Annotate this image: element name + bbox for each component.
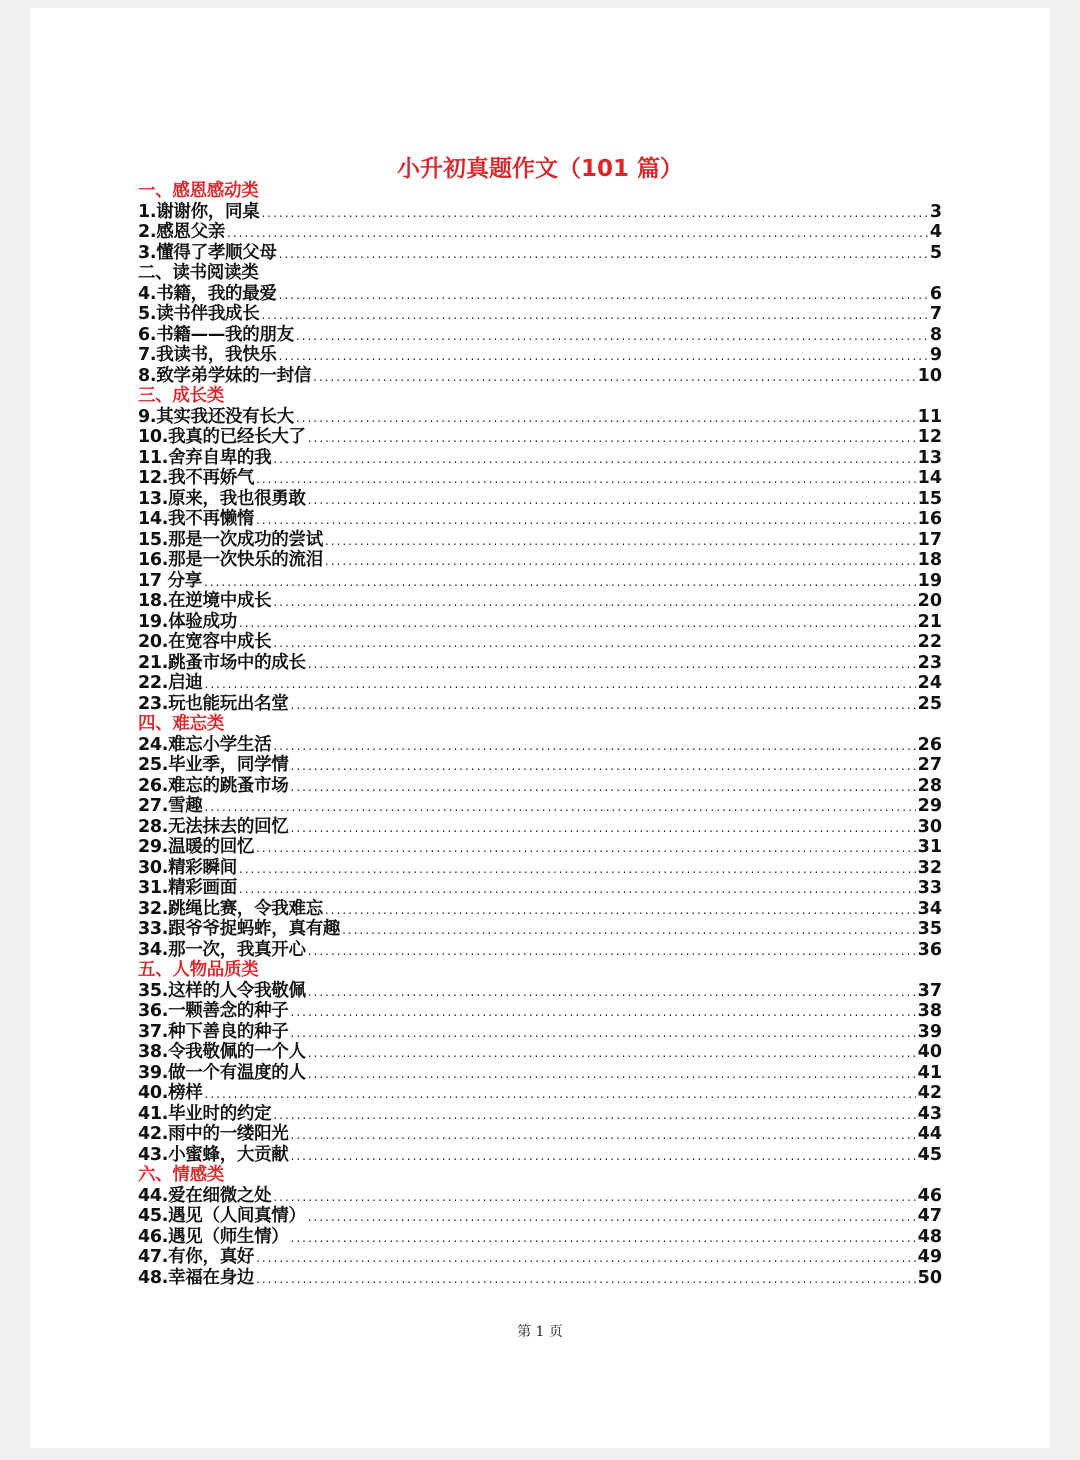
toc-entry-page-number: 14 — [917, 468, 942, 488]
dot-leader — [291, 818, 916, 839]
toc-entry[interactable] — [138, 755, 942, 776]
toc-entry-page-number: 22 — [917, 632, 942, 652]
dot-leader — [308, 1207, 916, 1228]
toc-entry[interactable] — [138, 509, 942, 530]
toc-entry[interactable] — [138, 427, 942, 448]
toc-entry-page-number: 20 — [917, 591, 942, 611]
dot-leader — [325, 531, 916, 552]
toc-entry-page-number: 17 — [917, 529, 942, 550]
page-number: 第 1 页 — [517, 1324, 563, 1340]
toc-entry-title: 3.懂得了孝顺父母 — [138, 242, 277, 263]
toc-entry-title: 4.书籍，我的最爱 — [138, 283, 277, 304]
toc-entry-title: 22.启迪 — [138, 673, 203, 693]
dot-leader — [291, 756, 916, 777]
toc-entry-title: 19.体验成功 — [138, 611, 237, 632]
toc-entry[interactable] — [138, 776, 942, 797]
dot-leader — [204, 572, 916, 593]
toc-entry-page-number: 8 — [929, 324, 942, 345]
toc-entry-title: 20.在宽容中成长 — [138, 632, 272, 652]
dot-leader — [308, 1064, 916, 1085]
toc-entry-page-number: 7 — [929, 304, 942, 324]
toc-entry[interactable] — [138, 1247, 942, 1268]
dot-leader — [256, 469, 916, 490]
toc-entry-page-number: 38 — [917, 1001, 942, 1021]
toc-entry[interactable] — [138, 304, 942, 325]
toc-entry-page-number: 11 — [917, 406, 942, 427]
toc-entry-page-number: 16 — [917, 509, 942, 529]
toc-entry[interactable] — [138, 1186, 942, 1207]
toc-entry-page-number: 27 — [917, 755, 942, 775]
toc-entry-title: 32.跳绳比赛，令我难忘 — [138, 898, 323, 919]
dot-leader — [256, 510, 916, 531]
toc-entry-page-number: 3 — [929, 201, 942, 222]
toc-entry[interactable] — [138, 919, 942, 940]
toc-entry[interactable] — [138, 530, 942, 551]
toc-entry-title: 35.这样的人令我敬佩 — [138, 980, 306, 1001]
toc-entry[interactable] — [138, 571, 942, 592]
toc-entry[interactable] — [138, 632, 942, 653]
toc-entry-page-number: 6 — [929, 283, 942, 304]
toc-entry[interactable] — [138, 345, 942, 366]
toc-entry-title: 34.那一次，我真开心 — [138, 939, 306, 960]
toc-entry-page-number: 9 — [929, 345, 942, 365]
toc-entry[interactable] — [138, 981, 942, 1002]
toc-entry[interactable] — [138, 591, 942, 612]
toc-entry-page-number: 40 — [917, 1042, 942, 1062]
section-heading-text: 五、人物品质类 — [138, 960, 259, 980]
dot-leader — [273, 736, 915, 757]
toc-entry-title: 41.毕业时的约定 — [138, 1103, 272, 1124]
dot-leader — [256, 1248, 916, 1269]
toc-entry-page-number: 48 — [917, 1226, 942, 1247]
dot-leader — [256, 838, 916, 859]
toc-entry-page-number: 21 — [917, 611, 942, 632]
dot-leader — [308, 654, 916, 675]
toc-entry-page-number: 42 — [917, 1083, 942, 1103]
dot-leader — [279, 244, 928, 265]
toc-entry-page-number: 23 — [917, 652, 942, 673]
toc-entry-page-number: 45 — [917, 1144, 942, 1165]
toc-entry[interactable] — [138, 837, 942, 858]
dot-leader — [291, 1002, 916, 1023]
dot-leader — [325, 900, 916, 921]
dot-leader — [291, 1023, 916, 1044]
dot-leader — [308, 490, 916, 511]
toc-entry-title: 46.遇见（师生情） — [138, 1226, 289, 1247]
dot-leader — [291, 695, 916, 716]
toc-entry[interactable] — [138, 1206, 942, 1227]
toc-entry-title: 21.跳蚤市场中的成长 — [138, 652, 306, 673]
toc-entry-title: 43.小蜜蜂，大贡献 — [138, 1144, 289, 1165]
dot-leader — [239, 613, 916, 634]
toc-entry-page-number: 32 — [917, 857, 942, 878]
toc-section-heading — [138, 181, 942, 202]
toc-entry-title: 37.种下善良的种子 — [138, 1021, 289, 1042]
toc-entry-title: 17 分享 — [138, 570, 202, 591]
dot-leader — [291, 1125, 916, 1146]
toc-entry-title: 40.榜样 — [138, 1083, 203, 1103]
toc-entry-title: 44.爱在细微之处 — [138, 1185, 272, 1206]
toc-entry-title: 39.做一个有温度的人 — [138, 1062, 306, 1083]
toc-entry-title: 1.谢谢你，同桌 — [138, 201, 260, 222]
dot-leader — [296, 326, 928, 347]
toc-entry[interactable] — [138, 673, 942, 694]
toc-entry-title: 15.那是一次成功的尝试 — [138, 529, 323, 550]
toc-entry[interactable] — [138, 735, 942, 756]
dot-leader — [273, 592, 915, 613]
toc-entry[interactable] — [138, 468, 942, 489]
toc-entry-page-number: 10 — [917, 365, 942, 386]
dot-leader — [291, 1146, 916, 1167]
dot-leader — [291, 1228, 916, 1249]
toc-entry-title: 23.玩也能玩出名堂 — [138, 693, 289, 714]
toc-entry-title: 48.幸福在身边 — [138, 1267, 255, 1288]
toc-entry-page-number: 25 — [917, 693, 942, 714]
toc-entry-page-number: 5 — [929, 242, 942, 263]
toc-entry-title: 42.雨中的一缕阳光 — [138, 1124, 289, 1144]
toc-entry[interactable] — [138, 796, 942, 817]
toc-entry-title: 9.其实我还没有长大 — [138, 406, 294, 427]
dot-leader — [273, 1187, 915, 1208]
toc-entry[interactable] — [138, 202, 942, 223]
toc-entry-title: 47.有你，真好 — [138, 1247, 255, 1267]
dot-leader — [296, 408, 916, 429]
dot-leader — [256, 1269, 916, 1290]
dot-leader — [239, 879, 916, 900]
dot-leader — [205, 674, 916, 695]
dot-leader — [261, 305, 927, 326]
dot-leader — [308, 982, 916, 1003]
toc-entry-title: 8.致学弟学妹的一封信 — [138, 365, 312, 386]
section-heading-text: 三、成长类 — [138, 386, 224, 406]
toc-entry-page-number: 49 — [917, 1247, 942, 1267]
toc-entry-title: 11.舍弃自卑的我 — [138, 447, 272, 468]
toc-entry[interactable] — [138, 1063, 942, 1084]
toc-entry-title: 26.难忘的跳蚤市场 — [138, 775, 289, 796]
dot-leader — [308, 428, 916, 449]
toc-entry-page-number: 24 — [917, 673, 942, 693]
toc-entry-title: 6.书籍——我的朋友 — [138, 324, 294, 345]
toc-entry-title: 18.在逆境中成长 — [138, 591, 272, 611]
toc-entry[interactable] — [138, 1145, 942, 1166]
toc-entry[interactable] — [138, 612, 942, 633]
toc-entry-title: 36.一颗善念的种子 — [138, 1001, 289, 1021]
dot-leader — [313, 367, 916, 388]
dot-leader — [205, 797, 916, 818]
toc-entry[interactable] — [138, 694, 942, 715]
toc-entry-page-number: 37 — [917, 980, 942, 1001]
toc-entry[interactable] — [138, 899, 942, 920]
toc-entry-title: 29.温暖的回忆 — [138, 837, 255, 857]
dot-leader — [273, 1105, 915, 1126]
toc-entry[interactable] — [138, 1001, 942, 1022]
dot-leader — [273, 449, 915, 470]
toc-entry-title: 12.我不再娇气 — [138, 468, 255, 488]
table-of-contents — [138, 181, 942, 1288]
toc-entry-page-number: 41 — [917, 1062, 942, 1083]
document-page — [30, 8, 1050, 1448]
dot-leader — [227, 223, 928, 244]
toc-entry[interactable] — [138, 1083, 942, 1104]
toc-entry[interactable] — [138, 653, 942, 674]
toc-entry-page-number: 33 — [917, 878, 942, 898]
section-heading-text: 二、读书阅读类 — [138, 263, 259, 283]
toc-entry[interactable] — [138, 878, 942, 899]
toc-entry-title: 14.我不再懒惰 — [138, 509, 255, 529]
toc-entry-page-number: 4 — [929, 222, 942, 242]
toc-entry-page-number: 43 — [917, 1103, 942, 1124]
toc-entry-page-number: 31 — [917, 837, 942, 857]
toc-entry[interactable] — [138, 1042, 942, 1063]
dot-leader — [239, 859, 916, 880]
toc-entry-page-number: 18 — [917, 550, 942, 570]
toc-entry-title: 13.原来，我也很勇敢 — [138, 488, 306, 509]
toc-entry[interactable] — [138, 222, 942, 243]
toc-entry-page-number: 47 — [917, 1206, 942, 1226]
toc-entry-title: 5.读书伴我成长 — [138, 304, 260, 324]
toc-entry-page-number: 50 — [917, 1267, 942, 1288]
toc-entry[interactable] — [138, 1022, 942, 1043]
dot-leader — [279, 346, 928, 367]
toc-entry-title: 45.遇见（人间真情） — [138, 1206, 306, 1226]
toc-entry-page-number: 13 — [917, 447, 942, 468]
section-heading-text: 四、难忘类 — [138, 714, 224, 734]
toc-section-heading — [138, 714, 942, 735]
toc-entry[interactable] — [138, 817, 942, 838]
toc-entry[interactable] — [138, 325, 942, 346]
toc-entry-page-number: 12 — [917, 427, 942, 447]
dot-leader — [308, 1043, 916, 1064]
section-heading-text: 六、情感类 — [138, 1165, 224, 1185]
toc-entry-title: 25.毕业季，同学情 — [138, 755, 289, 775]
toc-entry[interactable] — [138, 940, 942, 961]
toc-section-heading — [138, 263, 942, 284]
toc-entry[interactable] — [138, 1227, 942, 1248]
toc-entry[interactable] — [138, 1124, 942, 1145]
toc-entry[interactable] — [138, 407, 942, 428]
dot-leader — [308, 941, 916, 962]
toc-entry-page-number: 34 — [917, 898, 942, 919]
toc-entry-page-number: 44 — [917, 1124, 942, 1144]
toc-entry[interactable] — [138, 284, 942, 305]
toc-section-heading — [138, 1165, 942, 1186]
toc-entry-title: 10.我真的已经长大了 — [138, 427, 306, 447]
toc-entry-page-number: 46 — [917, 1185, 942, 1206]
dot-leader — [342, 920, 916, 941]
toc-entry-page-number: 36 — [917, 939, 942, 960]
toc-entry-page-number: 35 — [917, 919, 942, 939]
dot-leader — [291, 777, 916, 798]
document-title: 小升初真题作文（101 篇） — [396, 156, 684, 182]
toc-section-heading — [138, 960, 942, 981]
toc-entry-page-number: 30 — [917, 816, 942, 837]
toc-entry[interactable] — [138, 1268, 942, 1289]
toc-entry-title: 27.雪趣 — [138, 796, 203, 816]
toc-entry-title: 16.那是一次快乐的流泪 — [138, 550, 323, 570]
toc-entry[interactable] — [138, 1104, 942, 1125]
dot-leader — [205, 1084, 916, 1105]
toc-entry-page-number: 39 — [917, 1021, 942, 1042]
toc-entry-title: 30.精彩瞬间 — [138, 857, 237, 878]
toc-entry[interactable] — [138, 489, 942, 510]
dot-leader — [279, 285, 928, 306]
dot-leader — [261, 203, 927, 224]
toc-entry-page-number: 19 — [917, 570, 942, 591]
toc-entry[interactable] — [138, 550, 942, 571]
toc-entry-page-number: 28 — [917, 775, 942, 796]
section-heading-text: 一、感恩感动类 — [138, 181, 259, 201]
toc-entry-page-number: 26 — [917, 734, 942, 755]
toc-entry[interactable] — [138, 858, 942, 879]
toc-entry[interactable] — [138, 448, 942, 469]
dot-leader — [273, 633, 915, 654]
toc-entry-page-number: 15 — [917, 488, 942, 509]
toc-section-heading — [138, 386, 942, 407]
toc-entry-page-number: 29 — [917, 796, 942, 816]
toc-entry-title: 2.感恩父亲 — [138, 222, 226, 242]
toc-entry-title: 33.跟爷爷捉蚂蚱，真有趣 — [138, 919, 341, 939]
dot-leader — [325, 551, 916, 572]
toc-entry-title: 24.难忘小学生活 — [138, 734, 272, 755]
toc-entry[interactable] — [138, 366, 942, 387]
toc-entry-title: 28.无法抹去的回忆 — [138, 816, 289, 837]
toc-entry-title: 31.精彩画面 — [138, 878, 237, 898]
toc-entry-title: 7.我读书，我快乐 — [138, 345, 277, 365]
toc-entry[interactable] — [138, 243, 942, 264]
toc-entry-title: 38.令我敬佩的一个人 — [138, 1042, 306, 1062]
